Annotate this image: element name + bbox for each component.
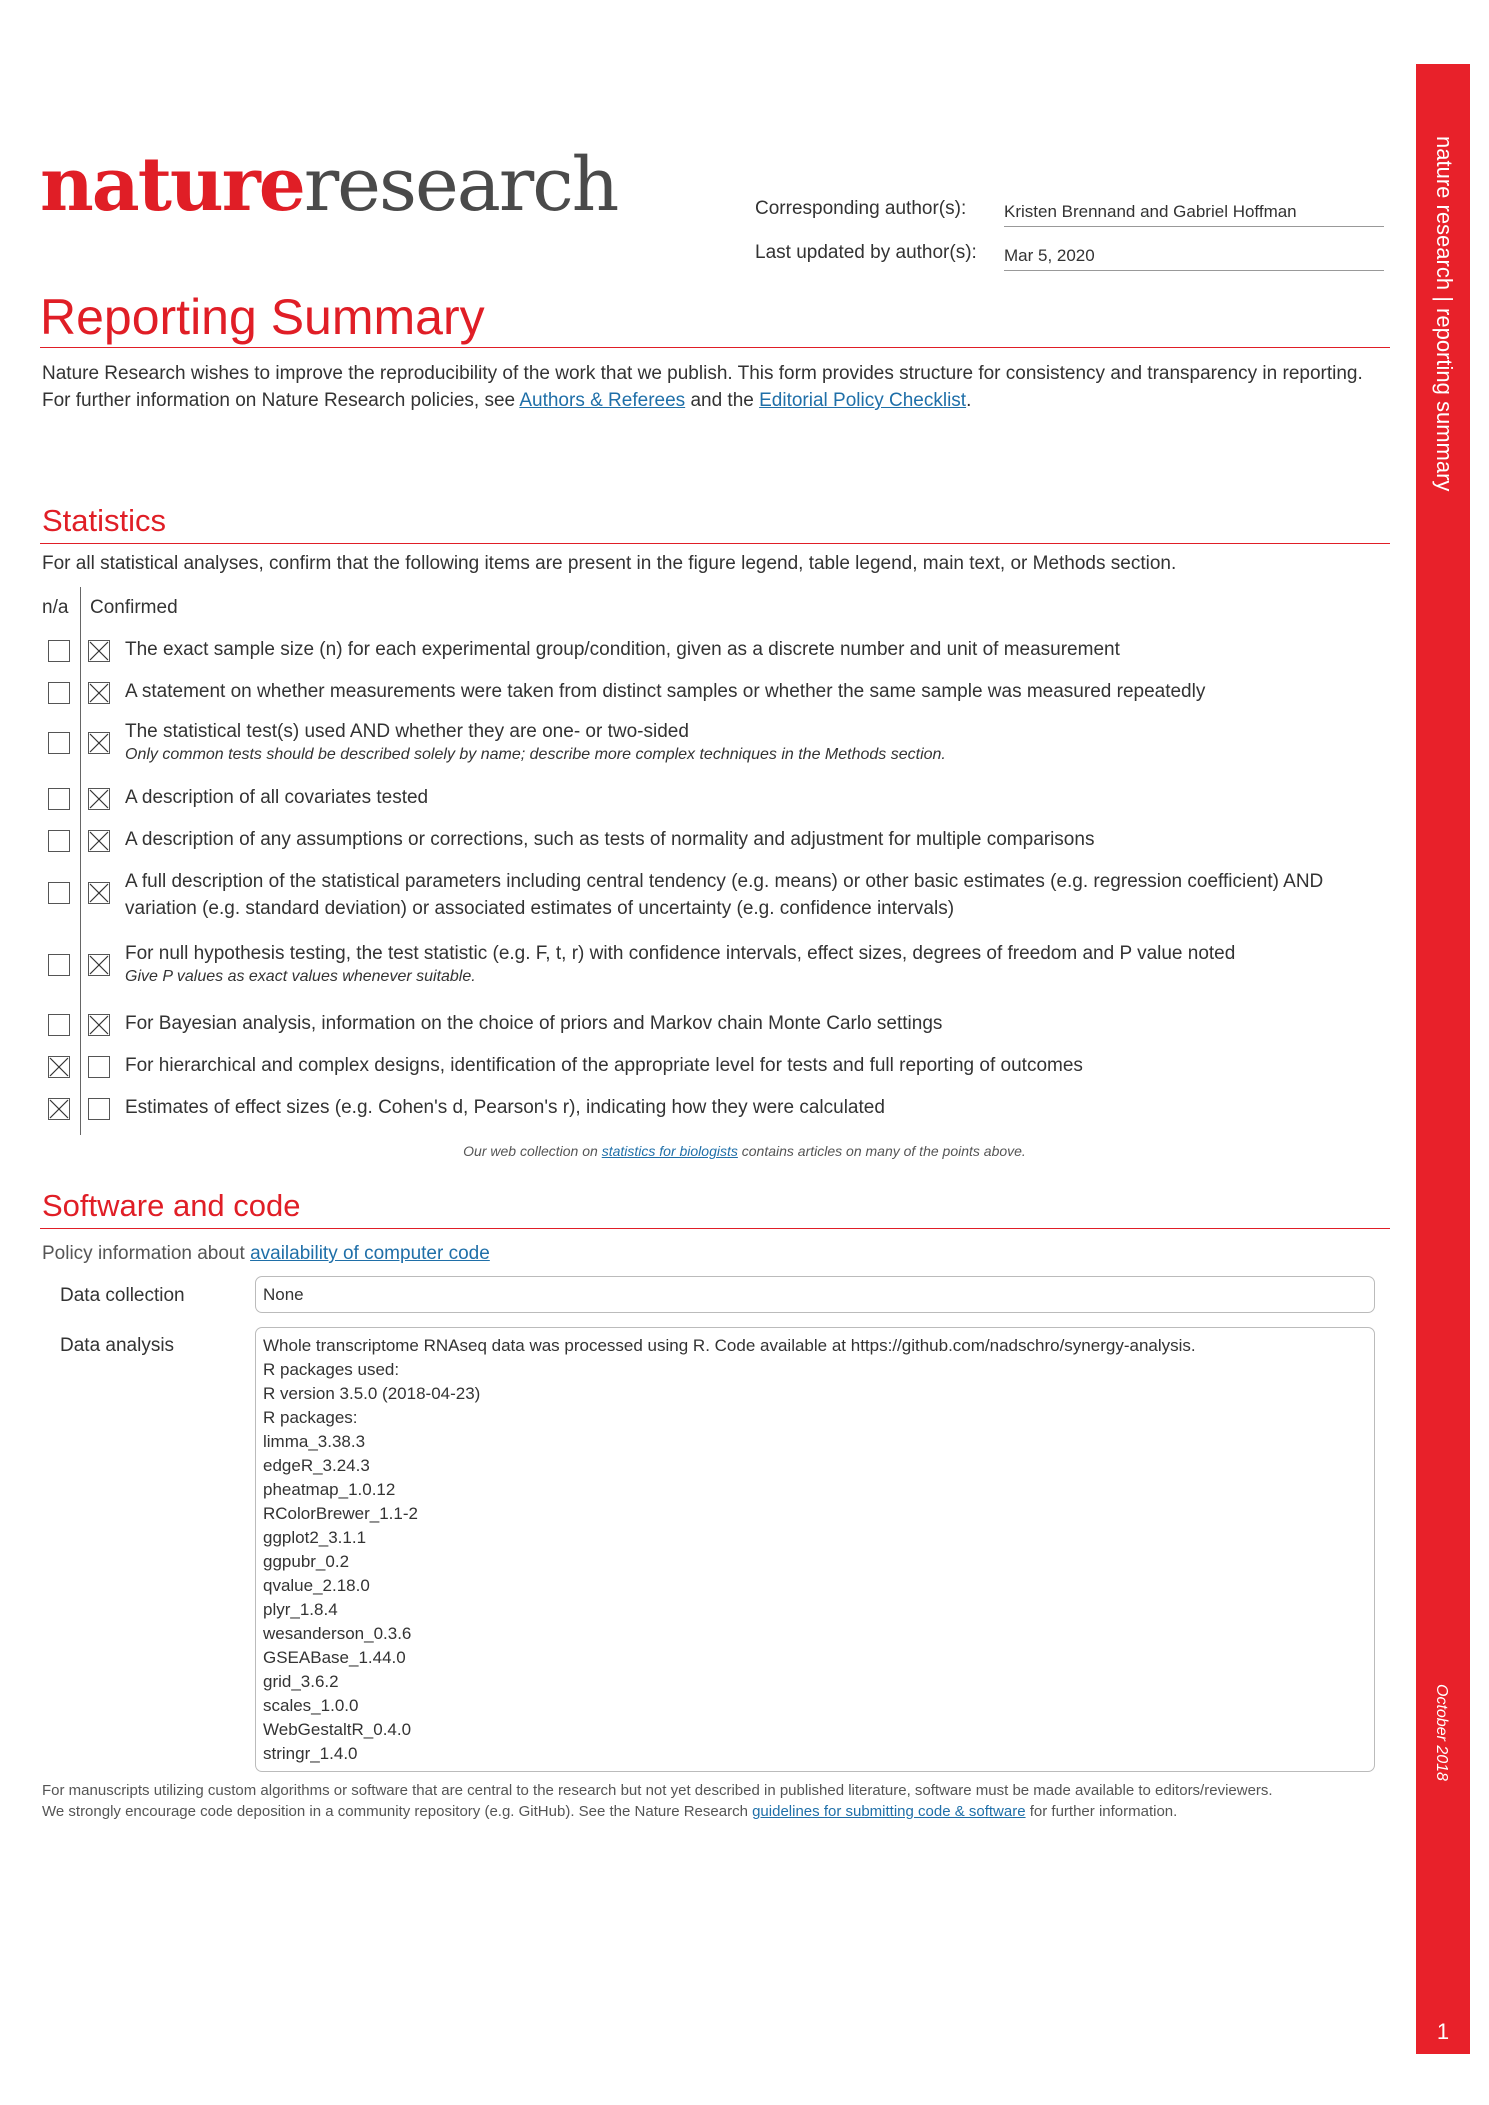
data-analysis-line: scales_1.0.0 xyxy=(263,1696,359,1715)
checklist-item-text: The exact sample size (n) for each experimental group/condition, given as a discrete number and unit of measurement xyxy=(125,639,1120,660)
software-divider xyxy=(40,1228,1390,1229)
confirmed-checkbox[interactable] xyxy=(88,788,110,810)
confirmed-checkbox[interactable] xyxy=(88,1014,110,1036)
sidebar-title: nature research | reporting summary xyxy=(1432,136,1457,492)
confirmed-checkbox[interactable] xyxy=(88,954,110,976)
data-collection-label: Data collection xyxy=(60,1285,185,1306)
data-analysis-line: pheatmap_1.0.12 xyxy=(263,1480,396,1499)
na-checkbox[interactable] xyxy=(48,1098,70,1120)
data-analysis-line: edgeR_3.24.3 xyxy=(263,1456,370,1475)
code-guidelines-link[interactable]: guidelines for submitting code & software xyxy=(752,1803,1026,1820)
page-number: 1 xyxy=(1436,2019,1450,2044)
na-checkbox[interactable] xyxy=(48,788,70,810)
na-checkbox[interactable] xyxy=(48,830,70,852)
statistics-heading: Statistics xyxy=(42,503,167,538)
computer-code-availability-link[interactable]: availability of computer code xyxy=(250,1243,490,1264)
data-analysis-line: RColorBrewer_1.1-2 xyxy=(263,1504,418,1523)
data-analysis-line: wesanderson_0.3.6 xyxy=(263,1624,412,1643)
statistics-lead: For all statistical analyses, confirm that the following items are present in the figure legend, table legend, main text, or Methods section. xyxy=(42,553,1177,574)
confirmed-column-header: Confirmed xyxy=(90,597,178,618)
intro-paragraph: Nature Research wishes to improve the reproducibility of the work that we publish. This form provides structure for consistency and transparency in reporting. For further information on Nature Research policies, see Authors & Referees and the Editorial Policy Checklist. xyxy=(42,363,1363,411)
title-divider xyxy=(40,347,1390,348)
na-checkbox[interactable] xyxy=(48,1056,70,1078)
corresponding-author-label: Corresponding author(s): xyxy=(755,198,967,219)
confirmed-checkbox[interactable] xyxy=(88,882,110,904)
software-heading: Software and code xyxy=(42,1188,301,1223)
confirmed-checkbox[interactable] xyxy=(88,640,110,662)
data-analysis-line: limma_3.38.3 xyxy=(263,1432,366,1451)
na-checkbox[interactable] xyxy=(48,954,70,976)
confirmed-checkbox[interactable] xyxy=(88,682,110,704)
na-column-header: n/a xyxy=(42,597,69,618)
software-lead: Policy information about availability of computer code xyxy=(42,1243,490,1264)
software-footer-note: For manuscripts utilizing custom algorithms or software that are central to the research but not yet described in published literature, software must be made available to editors/reviewers. We strongly encourage code deposition in a community repository (e.g. GitHub). See the Nature Research guidelines for submitting code & software for further information. xyxy=(42,1782,1273,1820)
data-analysis-line: GSEABase_1.44.0 xyxy=(263,1648,406,1667)
data-analysis-line: Whole transcriptome RNAseq data was processed using R. Code available at https://github.com/nadschro/synergy-analysis. xyxy=(263,1336,1196,1355)
statistics-for-biologists-link[interactable]: statistics for biologists xyxy=(601,1143,738,1159)
last-updated-field[interactable]: Mar 5, 2020 xyxy=(1004,246,1384,271)
checklist-item-text: A description of all covariates tested xyxy=(125,787,429,808)
data-analysis-line: grid_3.6.2 xyxy=(263,1672,339,1691)
checklist-item-text: A statement on whether measurements were taken from distinct samples or whether the same sample was measured repeatedly xyxy=(125,681,1206,702)
form-version-date: October 2018 xyxy=(1433,1684,1450,1781)
data-analysis-line: qvalue_2.18.0 xyxy=(263,1576,370,1595)
checklist-item-text: A full description of the statistical parameters including central tendency (e.g. means) or other basic estimates (e.g. regression coefficient) AND variation (e.g. standard deviation) or associated estimates of uncertainty (e.g. confidence intervals) xyxy=(125,871,1324,919)
checkbox-column-divider xyxy=(80,587,81,1135)
confirmed-checkbox[interactable] xyxy=(88,830,110,852)
checklist-item-text: Estimates of effect sizes (e.g. Cohen's d, Pearson's r), indicating how they were calculated xyxy=(125,1097,885,1118)
confirmed-checkbox[interactable] xyxy=(88,732,110,754)
corresponding-author-field[interactable]: Kristen Brennand and Gabriel Hoffman xyxy=(1004,202,1384,227)
na-checkbox[interactable] xyxy=(48,882,70,904)
data-analysis-line: stringr_1.4.0 xyxy=(263,1744,358,1763)
data-analysis-line: ggpubr_0.2 xyxy=(263,1552,350,1571)
confirmed-checkbox[interactable] xyxy=(88,1056,110,1078)
data-analysis-line: WebGestaltR_0.4.0 xyxy=(263,1720,412,1739)
checklist-item-text: The statistical test(s) used AND whether they are one- or two-sided Only common tests should be described solely by name; describe more complex techniques in the Methods section. xyxy=(125,718,1390,765)
data-analysis-line: R version 3.5.0 (2018-04-23) xyxy=(263,1384,481,1403)
na-checkbox[interactable] xyxy=(48,640,70,662)
na-checkbox[interactable] xyxy=(48,682,70,704)
na-checkbox[interactable] xyxy=(48,1014,70,1036)
statistics-web-note: Our web collection on statistics for biologists contains articles on many of the points above. xyxy=(463,1143,1026,1159)
checklist-item-text: A description of any assumptions or corrections, such as tests of normality and adjustment for multiple comparisons xyxy=(125,829,1095,850)
authors-referees-link[interactable]: Authors & Referees xyxy=(519,390,686,411)
data-analysis-label: Data analysis xyxy=(60,1335,175,1356)
confirmed-checkbox[interactable] xyxy=(88,1098,110,1120)
data-analysis-field[interactable] xyxy=(255,1327,1375,1772)
nature-research-logo: natureresearch xyxy=(40,142,618,228)
last-updated-label: Last updated by author(s): xyxy=(755,242,977,263)
editorial-policy-checklist-link[interactable]: Editorial Policy Checklist xyxy=(759,390,967,411)
data-analysis-line: ggplot2_3.1.1 xyxy=(263,1528,367,1547)
data-analysis-line: R packages used: xyxy=(263,1360,400,1379)
page-title: Reporting Summary xyxy=(40,289,485,345)
data-analysis-line: R packages: xyxy=(263,1408,358,1427)
data-collection-field[interactable]: None xyxy=(255,1276,1375,1313)
na-checkbox[interactable] xyxy=(48,732,70,754)
data-analysis-line: plyr_1.8.4 xyxy=(263,1600,338,1619)
checklist-item-note: Give P values as exact values whenever suitable. xyxy=(125,968,476,985)
checklist-item-text: For hierarchical and complex designs, identification of the appropriate level for tests and full reporting of outcomes xyxy=(125,1055,1083,1076)
checklist-item-text: For Bayesian analysis, information on the choice of priors and Markov chain Monte Carlo settings xyxy=(125,1013,943,1034)
statistics-divider xyxy=(40,543,1390,544)
checklist-item-note: Only common tests should be described solely by name; describe more complex techniques in the Methods section. xyxy=(125,746,946,763)
sidebar-banner xyxy=(1416,64,1470,2054)
checklist-item-text: For null hypothesis testing, the test statistic (e.g. F, t, r) with confidence intervals, effect sizes, degrees of freedom and P value noted Give P values as exact values whenever suitable. xyxy=(125,940,1390,987)
